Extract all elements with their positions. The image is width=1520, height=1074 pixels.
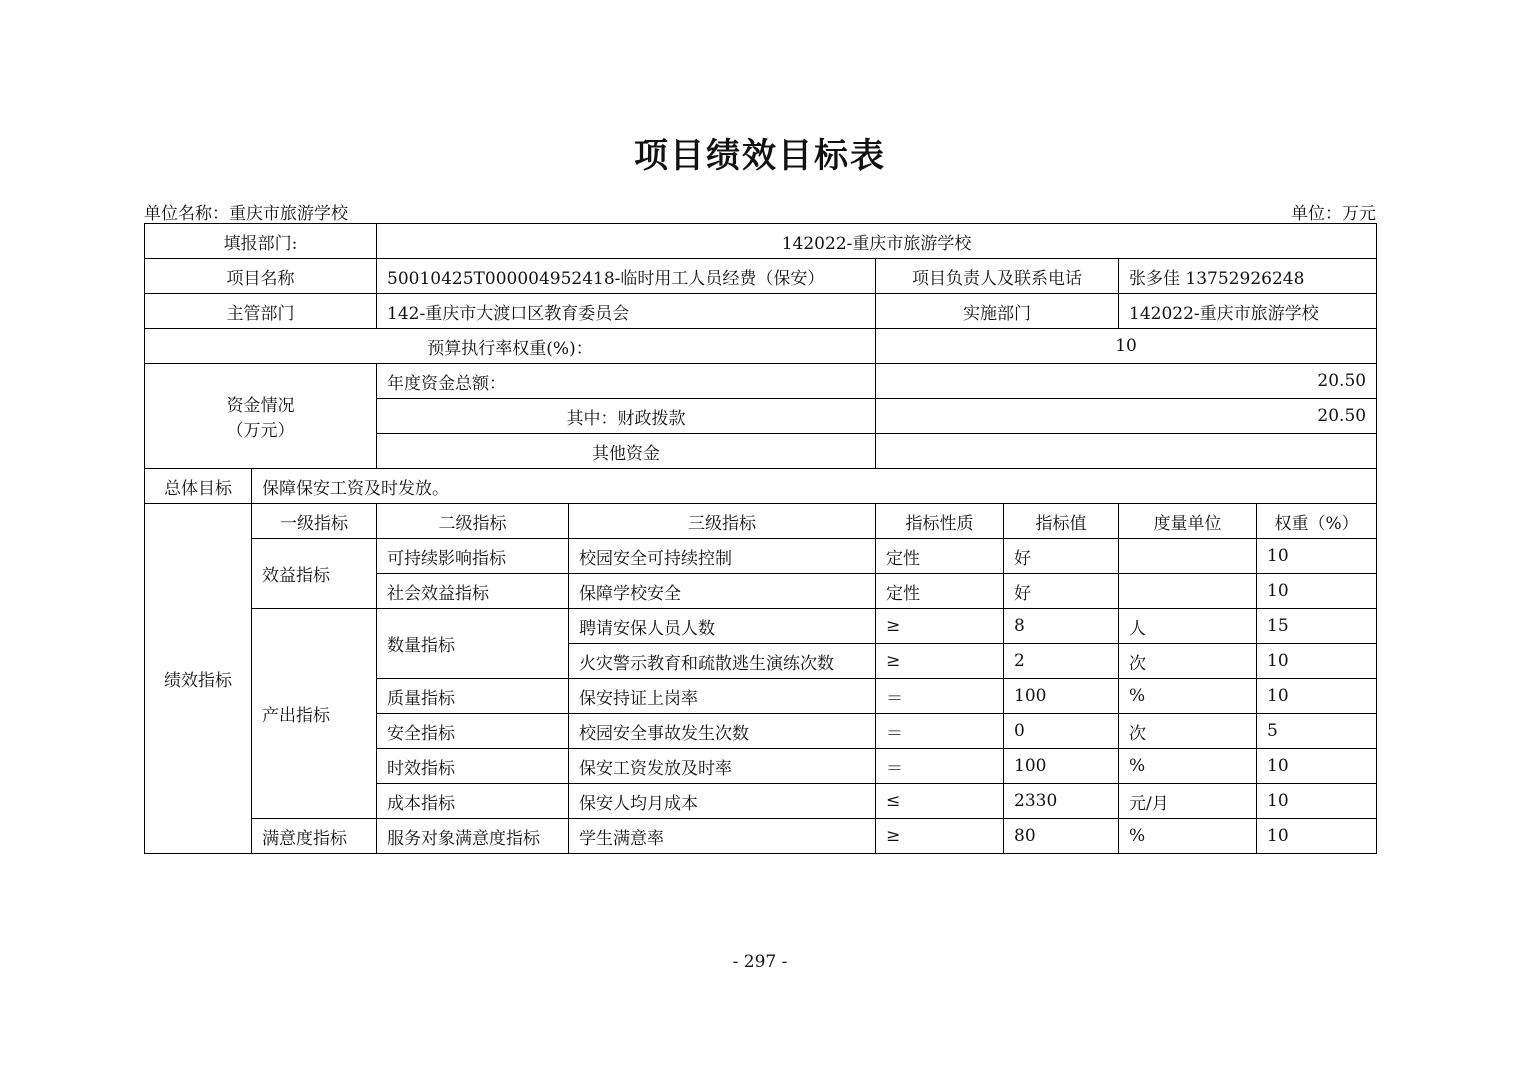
l2-service: 服务对象满意度指标 [377, 819, 569, 854]
l3-cell: 保安持证上岗率 [569, 679, 876, 714]
l2-cost: 成本指标 [377, 784, 569, 819]
perf-label: 绩效指标 [145, 504, 252, 854]
performance-table [144, 223, 1377, 854]
value-cell: 80 [1004, 819, 1119, 854]
header-l1: 一级指标 [252, 504, 377, 539]
budget-weight-label: 预算执行率权重(%)： [145, 329, 876, 364]
l2-quality: 质量指标 [377, 679, 569, 714]
weight-cell: 10 [1257, 784, 1377, 819]
unit-cell: % [1119, 679, 1257, 714]
unit-cell: 次 [1119, 644, 1257, 679]
unit-cell: % [1119, 819, 1257, 854]
funds-total-value: 20.50 [876, 364, 1377, 399]
nature-cell: ≤ [876, 784, 1004, 819]
table-row [145, 819, 1377, 854]
weight-cell: 10 [1257, 749, 1377, 784]
funds-fiscal-label: 其中：财政拨款 [377, 399, 876, 434]
value-cell: 好 [1004, 574, 1119, 609]
budget-weight-value: 10 [876, 329, 1377, 364]
weight-cell: 10 [1257, 644, 1377, 679]
unit-cell: 次 [1119, 714, 1257, 749]
l2-timeliness: 时效指标 [377, 749, 569, 784]
row-fill-dept [145, 224, 1377, 259]
row-project-name [145, 259, 1377, 294]
l3-cell: 学生满意率 [569, 819, 876, 854]
goal-value: 保障保安工资及时发放。 [252, 469, 1377, 504]
supervisor-label: 主管部门 [145, 294, 377, 329]
header-weight: 权重（%） [1257, 504, 1377, 539]
row-funds-total [145, 364, 1377, 399]
l1-output: 产出指标 [252, 609, 377, 819]
header-value: 指标值 [1004, 504, 1119, 539]
fill-dept-value: 142022-重庆市旅游学校 [377, 224, 1377, 259]
header-l2: 二级指标 [377, 504, 569, 539]
l3-cell: 校园安全事故发生次数 [569, 714, 876, 749]
impl-label: 实施部门 [876, 294, 1119, 329]
l3-cell: 保安工资发放及时率 [569, 749, 876, 784]
project-name-label: 项目名称 [145, 259, 377, 294]
weight-cell: 10 [1257, 574, 1377, 609]
nature-cell: ＝ [876, 749, 1004, 784]
l1-benefit: 效益指标 [252, 539, 377, 609]
row-budget-weight [145, 329, 1377, 364]
funds-label-line1: 资金情况 [226, 396, 295, 416]
weight-cell: 15 [1257, 609, 1377, 644]
funds-fiscal-value: 20.50 [876, 399, 1377, 434]
unit-cell [1119, 539, 1257, 574]
nature-cell: ≥ [876, 609, 1004, 644]
nature-cell: ＝ [876, 679, 1004, 714]
header-l3: 三级指标 [569, 504, 876, 539]
impl-value: 142022-重庆市旅游学校 [1119, 294, 1377, 329]
funds-label [145, 364, 377, 469]
l3-cell: 聘请安保人员人数 [569, 609, 876, 644]
table-row [145, 539, 1377, 574]
weight-cell: 10 [1257, 819, 1377, 854]
contact-label: 项目负责人及联系电话 [876, 259, 1119, 294]
nature-cell: 定性 [876, 539, 1004, 574]
l2-sustain: 可持续影响指标 [377, 539, 569, 574]
unit-cell: 人 [1119, 609, 1257, 644]
value-cell: 100 [1004, 749, 1119, 784]
l2-quantity: 数量指标 [377, 609, 569, 679]
weight-cell: 10 [1257, 679, 1377, 714]
funds-other-value [876, 434, 1377, 469]
supervisor-value: 142-重庆市大渡口区教育委员会 [377, 294, 876, 329]
table-row [145, 609, 1377, 644]
l3-cell: 保障学校安全 [569, 574, 876, 609]
funds-total-label: 年度资金总额： [377, 364, 876, 399]
nature-cell: ＝ [876, 714, 1004, 749]
goal-label: 总体目标 [145, 469, 252, 504]
l3-cell: 保安人均月成本 [569, 784, 876, 819]
value-cell: 2 [1004, 644, 1119, 679]
l3-cell: 火灾警示教育和疏散逃生演练次数 [569, 644, 876, 679]
value-cell: 0 [1004, 714, 1119, 749]
nature-cell: ≥ [876, 819, 1004, 854]
funds-label-line2: （万元） [226, 421, 295, 441]
unit-cell [1119, 574, 1257, 609]
nature-cell: 定性 [876, 574, 1004, 609]
l3-cell: 校园安全可持续控制 [569, 539, 876, 574]
l2-safety: 安全指标 [377, 714, 569, 749]
unit-cell: 元/月 [1119, 784, 1257, 819]
contact-value: 张多佳 13752926248 [1119, 259, 1377, 294]
weight-cell: 5 [1257, 714, 1377, 749]
row-supervisor [145, 294, 1377, 329]
page-number: - 297 - [732, 952, 788, 972]
unit-name: 单位名称：重庆市旅游学校 [144, 204, 348, 224]
value-cell: 好 [1004, 539, 1119, 574]
header-unit: 度量单位 [1119, 504, 1257, 539]
row-perf-header [145, 504, 1377, 539]
l1-satisfaction: 满意度指标 [252, 819, 377, 854]
fill-dept-label: 填报部门: [145, 224, 377, 259]
nature-cell: ≥ [876, 644, 1004, 679]
project-name-value: 50010425T000004952418-临时用工人员经费（保安） [377, 259, 876, 294]
value-cell: 100 [1004, 679, 1119, 714]
funds-other-label: 其他资金 [377, 434, 876, 469]
l2-social: 社会效益指标 [377, 574, 569, 609]
row-goal [145, 469, 1377, 504]
value-cell: 2330 [1004, 784, 1119, 819]
weight-cell: 10 [1257, 539, 1377, 574]
page-title: 项目绩效目标表 [634, 136, 886, 176]
header-nature: 指标性质 [876, 504, 1004, 539]
unit-cell: % [1119, 749, 1257, 784]
currency-unit: 单位：万元 [1291, 204, 1376, 224]
value-cell: 8 [1004, 609, 1119, 644]
